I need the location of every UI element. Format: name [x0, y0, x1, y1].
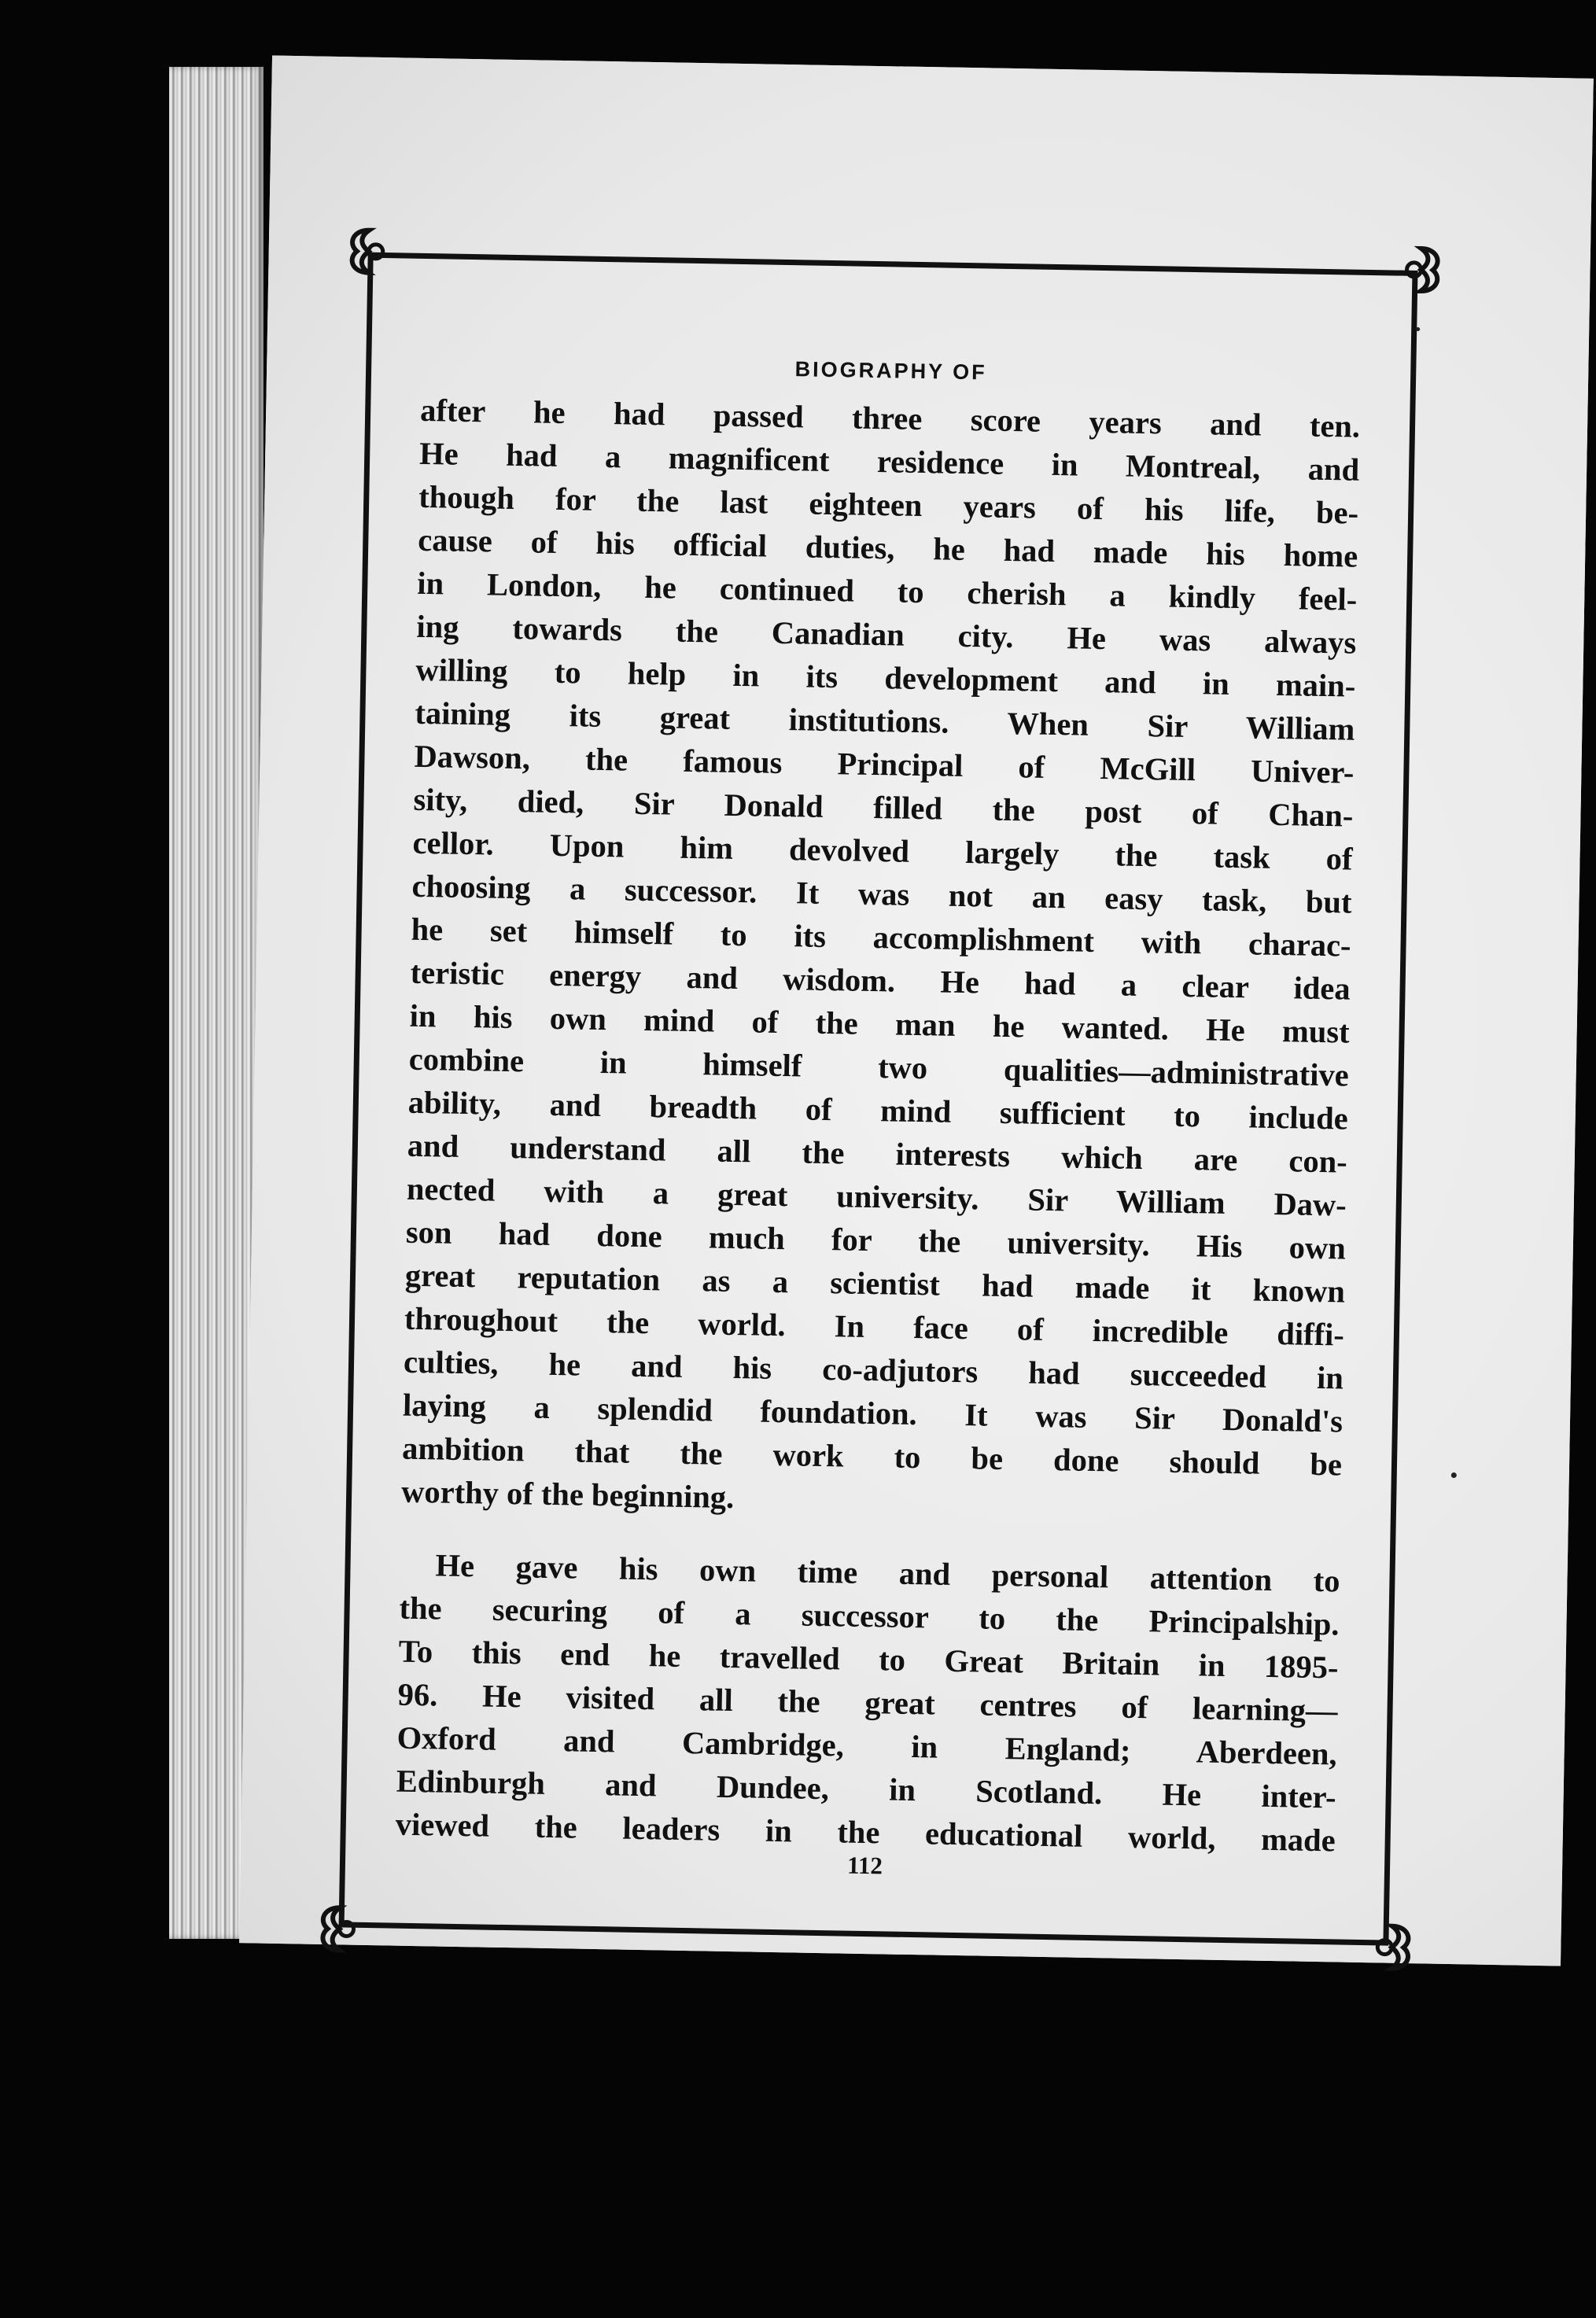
- corner-ornament-icon: [1393, 241, 1449, 297]
- text-line: To this end he travelled to Great Britain in 1895-: [398, 1633, 1339, 1686]
- text-line: Oxford and Cambridge, in England; Aberdeen,: [396, 1719, 1337, 1772]
- text-line: choosing a successor. It was not an easy task, but: [411, 868, 1352, 920]
- text-line: teristic energy and wisdom. He had a clear idea: [410, 954, 1351, 1007]
- text-line: after he had passed three score years and ten.: [419, 392, 1361, 444]
- paragraph-2: [395, 1543, 1340, 1863]
- book-page: [239, 56, 1594, 1966]
- text-line: son had done much for the university. His own: [405, 1214, 1347, 1266]
- text-line: Edinburgh and Dundee, in Scotland. He inter-: [396, 1763, 1337, 1815]
- text-line: combine in himself two qualities—administrative: [408, 1041, 1350, 1093]
- text-line: and understand all the interests which are con-: [407, 1127, 1348, 1180]
- text-line: 96. He visited all the great centres of learning—: [397, 1676, 1338, 1729]
- running-head: BIOGRAPHY OF: [794, 357, 987, 385]
- text-line: he set himself to its accomplishment with charac-: [411, 911, 1351, 964]
- text-line: ambition that the work to be done should be: [401, 1430, 1343, 1483]
- text-line: viewed the leaders in the educational world, made: [395, 1806, 1336, 1859]
- text-line: He had a magnificent residence in Montreal, and: [418, 435, 1360, 488]
- dust-speck: [1416, 327, 1420, 331]
- text-line: ing towards the Canadian city. He was always: [416, 608, 1357, 661]
- page-number: 112: [846, 1851, 883, 1880]
- text-line: taining its great institutions. When Sir William: [415, 695, 1355, 747]
- corner-ornament-icon: [341, 223, 396, 279]
- paragraph-1: [401, 389, 1361, 1530]
- text-line: willing to help in its development and in main-: [415, 651, 1356, 704]
- corner-ornament-icon: [311, 1901, 367, 1957]
- text-line: culties, he and his co-adjutors had succeeded in: [403, 1343, 1344, 1396]
- text-line: Dawson, the famous Principal of McGill Univer-: [414, 738, 1355, 790]
- text-line: in London, he continued to cherish a kindly feel-: [416, 565, 1358, 617]
- text-line: cause of his official duties, he had made his home: [417, 521, 1358, 574]
- text-line: throughout the world. In face of incredible diffi-: [404, 1300, 1345, 1353]
- text-line: though for the last eighteen years of his life, be-: [418, 478, 1359, 531]
- text-line: nected with a great university. Sir William Daw-: [406, 1170, 1347, 1223]
- text-line: ability, and breadth of mind sufficient to include: [407, 1084, 1349, 1137]
- text-line: He gave his own time and personal attention to: [435, 1547, 1340, 1599]
- body-text: [395, 389, 1360, 1863]
- dust-speck: [1451, 1472, 1457, 1478]
- text-line: cellor. Upon him devolved largely the task of: [412, 824, 1353, 877]
- text-line: laying a splendid foundation. It was Sir Donald's: [402, 1387, 1344, 1439]
- text-line: the securing of a successor to the Principalship.: [399, 1590, 1340, 1642]
- text-line: great reputation as a scientist had made it known: [404, 1257, 1346, 1310]
- text-line: sity, died, Sir Donald filled the post of Chan-: [413, 781, 1354, 834]
- text-line: worthy of the beginning.: [400, 1473, 735, 1516]
- text-line: in his own mind of the man he wanted. He must: [409, 997, 1351, 1050]
- corner-ornament-icon: [1364, 1919, 1420, 1975]
